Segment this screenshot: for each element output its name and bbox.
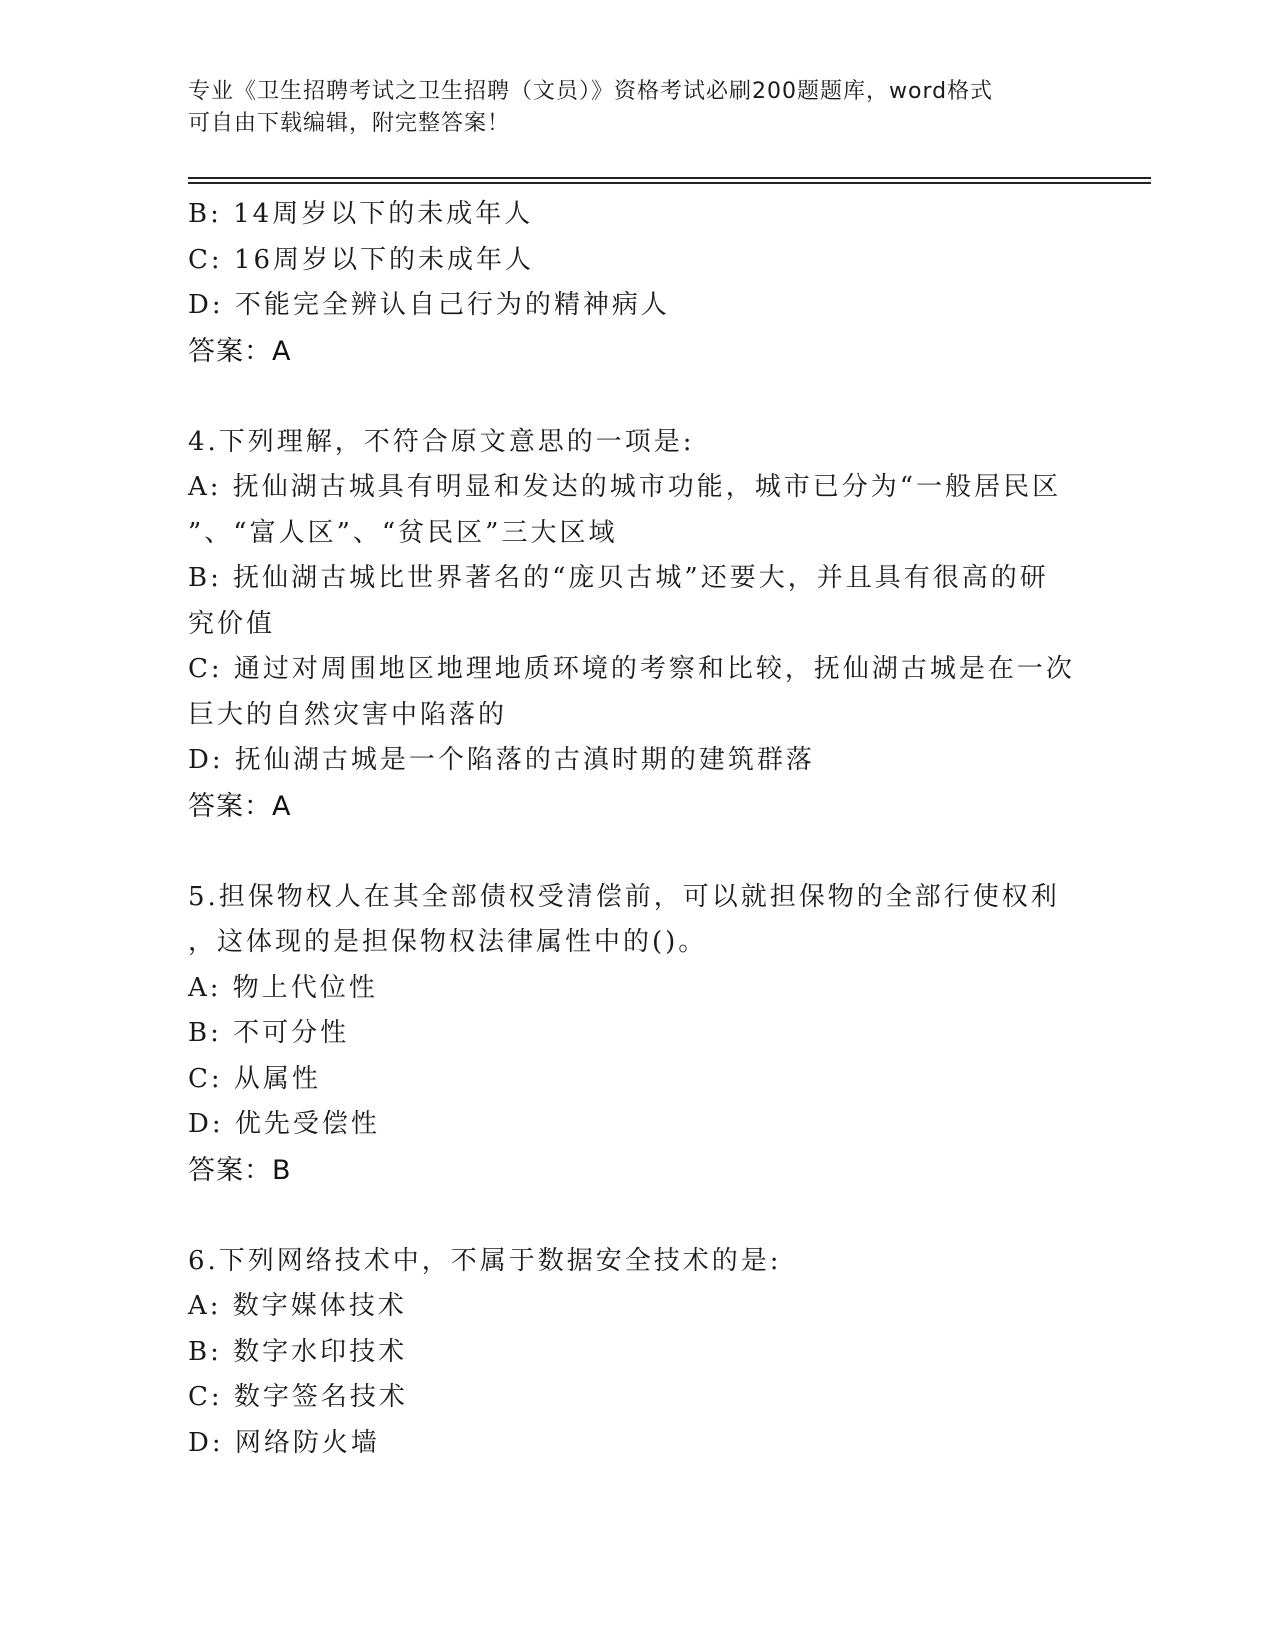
option-c-line-1: C: 通过对周围地区地理地质环境的考察和比较，抚仙湖古城是在一次: [188, 654, 1075, 684]
header-rule-top: [188, 177, 1151, 179]
question-stem-line-1: 5.担保物权人在其全部债权受清偿前，可以就担保物的全部行使权利: [188, 881, 1060, 912]
answer: 答案：A: [188, 335, 292, 367]
question-stem-line-2: ，这体现的是担保物权法律属性中的()。: [188, 927, 708, 957]
option-d: D: 抚仙湖古城是一个陷落的古滇时期的建筑群落: [188, 745, 815, 775]
document-body: [188, 192, 1088, 1466]
question-stem: 4.下列理解，不符合原文意思的一项是:: [188, 426, 695, 457]
answer: 答案：A: [188, 790, 292, 822]
option-d: D: 优先受偿性: [188, 1109, 380, 1139]
option-a: A: 数字媒体技术: [188, 1291, 407, 1321]
answer: 答案：B: [188, 1154, 292, 1186]
spacer: [188, 829, 1088, 875]
option-a-line-2: ”、“富人区”、“贫民区”三大区域: [188, 517, 618, 548]
header-rule-bottom: [188, 182, 1151, 184]
option-b: B: 不可分性: [188, 1018, 350, 1048]
header-line-2: 可自由下载编辑，附完整答案！: [188, 111, 511, 136]
spacer: [188, 374, 1088, 420]
question-stem: 6.下列网络技术中，不属于数据安全技术的是:: [188, 1245, 782, 1276]
document-header: [188, 76, 1088, 140]
question-6: [188, 1239, 1088, 1467]
option-c: C: 从属性: [188, 1063, 321, 1094]
spacer: [188, 1193, 1088, 1239]
question-3-tail: [188, 192, 1088, 374]
option-b: B: 数字水印技术: [188, 1336, 408, 1367]
option-a: A: 物上代位性: [188, 972, 378, 1003]
option-b: B: 14周岁以下的未成年人: [188, 199, 534, 229]
option-d: D: 网络防火墙: [188, 1427, 380, 1458]
option-c: C: 16周岁以下的未成年人: [188, 244, 535, 275]
option-b-line-1: B: 抚仙湖古城比世界著名的“庞贝古城”还要大，并且具有很高的研: [188, 563, 1049, 593]
option-d: D: 不能完全辨认自己行为的精神病人: [188, 290, 670, 320]
option-c-line-2: 巨大的自然灾害中陷落的: [188, 699, 508, 730]
option-c: C: 数字签名技术: [188, 1382, 408, 1412]
question-4: [188, 420, 1088, 830]
question-5: [188, 875, 1088, 1194]
option-a-line-1: A: 抚仙湖古城具有明显和发达的城市功能，城市已分为“一般居民区: [188, 472, 1062, 502]
header-line-1: 专业《卫生招聘考试之卫生招聘（文员）》资格考试必刷200题题库，word格式: [188, 79, 994, 104]
option-b-line-2: 究价值: [188, 608, 276, 639]
